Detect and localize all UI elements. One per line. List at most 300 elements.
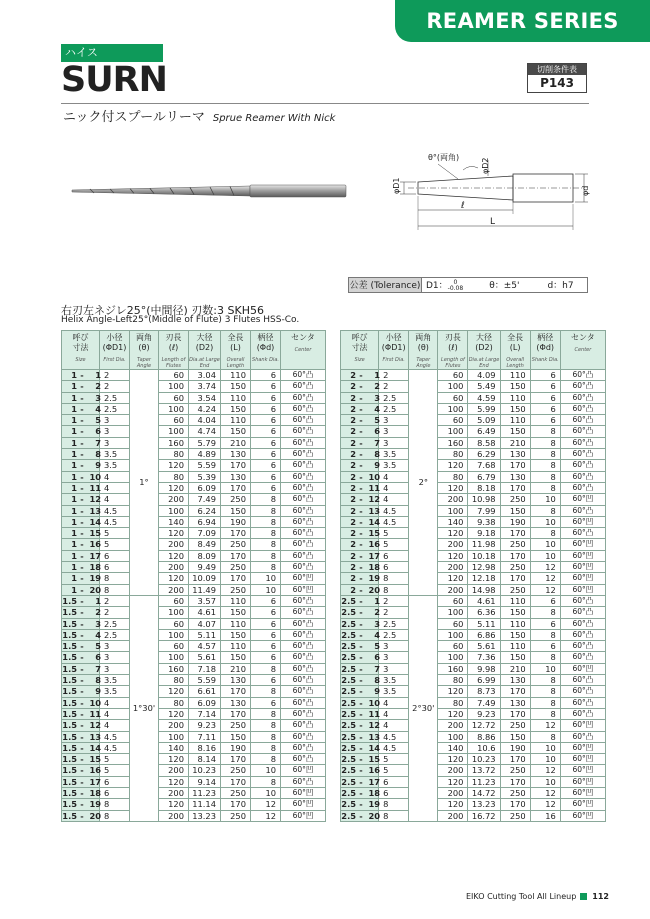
center-cell: 60°凸 [281,437,326,448]
shank-dia-cell: 10 [530,663,560,674]
shank-dia-cell: 8 [530,437,560,448]
overall-length-cell: 130 [500,675,530,686]
overall-length-cell: 150 [500,731,530,742]
size-major: 1.5 [62,754,77,765]
table-row [62,573,326,584]
size-dash: - [359,810,363,821]
flute-length-cell: 200 [159,539,189,550]
first-dia-cell: 4.5 [100,742,130,753]
size-minor: 17 [89,550,101,561]
table-row [62,415,326,426]
shank-dia-cell: 6 [251,460,281,471]
shank-dia-cell: 8 [530,505,560,516]
large-dia-cell: 12.18 [468,573,500,584]
table-row [341,460,606,471]
size-major: 2.5 [341,641,356,652]
size-major: 1.5 [62,742,77,753]
center-cell: 60°凸 [281,449,326,460]
large-dia-cell: 5.99 [468,403,500,414]
column-header-jp: 柄径 (Φd) [256,333,275,352]
overall-length-cell: 170 [500,799,530,810]
overall-length-cell: 170 [500,573,530,584]
flute-length-cell: 80 [159,471,189,482]
size-dash: - [359,607,363,618]
table-row [62,471,326,482]
header-row [62,331,326,370]
size-dash: - [80,584,84,595]
shank-dia-cell: 8 [251,539,281,550]
table-row [341,731,606,742]
flute-length-cell: 80 [159,675,189,686]
size-dash: - [80,799,84,810]
column-header [159,331,189,370]
table-row [341,776,606,787]
shank-dia-cell: 6 [251,482,281,493]
column-header [130,331,159,370]
size-cell [62,708,100,719]
table-row [62,618,326,629]
first-dia-cell: 6 [379,776,409,787]
shank-dia-cell: 6 [251,426,281,437]
table-row [341,652,606,663]
table-row [341,516,606,527]
size-cell [62,799,100,810]
size-major: 2 [350,415,356,426]
size-minor: 15 [89,528,101,539]
size-major: 1.5 [62,629,77,640]
size-major: 2 [350,482,356,493]
flute-length-cell: 160 [159,663,189,674]
tolerance-d1: D1： 0 -0.08 [426,278,464,292]
size-cell [62,765,100,776]
size-major: 2 [350,528,356,539]
shank-dia-cell: 6 [251,471,281,482]
large-dia-cell: 9.38 [468,516,500,527]
table-row [62,460,326,471]
shank-dia-cell: 10 [530,539,560,550]
size-cell [341,618,379,629]
flute-length-cell: 120 [438,573,468,584]
size-dash: - [359,403,363,414]
column-header-en: Length of Flutes [161,357,186,369]
large-dia-cell: 10.18 [468,550,500,561]
first-dia-cell: 3.5 [100,675,130,686]
size-cell [341,776,379,787]
column-header [62,331,100,370]
first-dia-cell: 8 [379,799,409,810]
first-dia-cell: 6 [379,562,409,573]
table-row [62,595,326,606]
column-header-en: Shank Dia. [252,357,279,363]
table-row [62,686,326,697]
table-row [341,471,606,482]
shank-dia-cell: 8 [251,528,281,539]
size-minor: 12 [89,494,101,505]
flute-length-cell: 120 [438,799,468,810]
center-cell: 60°凸 [281,550,326,561]
size-cell [62,460,100,471]
size-major: 1.5 [62,720,77,731]
overall-length-cell: 130 [221,697,251,708]
column-header [468,331,500,370]
first-dia-cell: 2 [379,381,409,392]
size-cell [341,392,379,403]
column-header [100,331,130,370]
center-cell: 60°凹 [560,550,605,561]
column-header [221,331,251,370]
overall-length-cell: 170 [500,754,530,765]
first-dia-cell: 2 [100,607,130,618]
size-minor: 2 [374,381,380,392]
large-dia-cell: 8.49 [189,539,221,550]
flute-length-cell: 100 [438,629,468,640]
size-minor: 1 [374,370,380,380]
size-minor: 4 [95,403,101,414]
size-dash: - [80,776,84,787]
overall-length-cell: 150 [500,505,530,516]
size-cell [341,607,379,618]
table-row [62,562,326,573]
size-minor: 17 [89,776,101,787]
size-dash: - [80,550,84,561]
size-dash: - [80,765,84,776]
large-dia-cell: 5.61 [468,641,500,652]
flute-length-cell: 60 [438,415,468,426]
flute-length-cell: 120 [159,528,189,539]
shank-dia-cell: 8 [251,550,281,561]
flute-length-cell: 100 [159,652,189,663]
column-header-jp: 刃長 (ℓ) [165,333,182,352]
size-minor: 6 [374,652,380,663]
column-header [189,331,221,370]
overall-length-cell: 250 [500,720,530,731]
size-cell [341,799,379,810]
large-dia-cell: 13.72 [468,765,500,776]
size-major: 1 [71,562,77,573]
overall-length-cell: 150 [500,403,530,414]
table-row [341,663,606,674]
size-minor: 5 [95,415,101,426]
size-minor: 4 [95,629,101,640]
size-minor: 3 [95,618,101,629]
size-minor: 9 [374,686,380,697]
shank-dia-cell: 8 [251,742,281,753]
size-major: 2 [350,370,356,380]
overall-length-cell: 150 [221,607,251,618]
overall-length-cell: 250 [221,562,251,573]
overall-length-cell: 170 [221,550,251,561]
size-major: 1 [71,415,77,426]
flute-length-cell: 80 [438,675,468,686]
size-dash: - [80,607,84,618]
size-dash: - [359,573,363,584]
size-minor: 4 [374,403,380,414]
center-cell: 60°凹 [560,663,605,674]
size-dash: - [80,505,84,516]
size-cell [341,708,379,719]
large-dia-cell: 8.73 [468,686,500,697]
size-major: 1.5 [62,731,77,742]
size-major: 2.5 [341,652,356,663]
overall-length-cell: 150 [500,607,530,618]
size-major: 2.5 [341,765,356,776]
center-cell: 60°凸 [560,697,605,708]
size-major: 2.5 [341,663,356,674]
size-minor: 3 [95,392,101,403]
shank-dia-cell: 6 [251,381,281,392]
table-row [341,562,606,573]
center-cell: 60°凸 [281,539,326,550]
size-cell [62,516,100,527]
size-cell [341,754,379,765]
size-dash: - [80,449,84,460]
shank-dia-cell: 6 [530,403,560,414]
first-dia-cell: 8 [100,584,130,595]
size-cell [62,584,100,595]
first-dia-cell: 4.5 [379,731,409,742]
first-dia-cell: 5 [100,539,130,550]
size-major: 1 [71,584,77,595]
shank-dia-cell: 6 [251,449,281,460]
taper-angle-cell: 2° [409,370,438,596]
size-cell [341,562,379,573]
size-dash: - [80,494,84,505]
overall-length-cell: 130 [221,471,251,482]
size-minor: 10 [89,697,101,708]
overall-length-cell: 110 [221,618,251,629]
flute-length-cell: 100 [159,607,189,618]
shank-dia-cell: 8 [530,528,560,539]
flute-length-cell: 120 [438,460,468,471]
size-major: 1.5 [62,686,77,697]
shank-dia-cell: 10 [530,754,560,765]
size-minor: 14 [89,516,101,527]
size-cell [341,584,379,595]
shank-dia-cell: 8 [530,482,560,493]
large-dia-cell: 3.57 [189,595,221,606]
size-dash: - [359,776,363,787]
center-cell: 60°凸 [560,415,605,426]
size-dash: - [359,460,363,471]
large-dia-cell: 3.54 [189,392,221,403]
size-cell [341,449,379,460]
large-dia-cell: 9.14 [189,776,221,787]
size-cell [62,403,100,414]
center-cell: 60°凸 [560,392,605,403]
size-cell [341,641,379,652]
flute-length-cell: 100 [438,403,468,414]
column-header-jp: 呼び 寸法 [351,333,368,352]
overall-length-cell: 170 [221,754,251,765]
size-dash: - [359,641,363,652]
size-dash: - [359,618,363,629]
size-major: 2 [350,403,356,414]
large-dia-cell: 4.61 [189,607,221,618]
center-cell: 60°凸 [560,675,605,686]
size-minor: 13 [89,505,101,516]
column-header-en: Overall Length [506,357,525,369]
table-row [341,799,606,810]
first-dia-cell: 4.5 [379,516,409,527]
product-name-en: Sprue Reamer With Nick [212,113,336,124]
table-row [62,392,326,403]
large-dia-cell: 5.09 [468,415,500,426]
size-dash: - [359,629,363,640]
size-minor: 20 [89,810,101,821]
overall-length-cell: 250 [221,584,251,595]
size-dash: - [80,381,84,392]
center-cell: 60°凸 [281,494,326,505]
flute-length-cell: 200 [438,562,468,573]
size-major: 2 [350,471,356,482]
table-row [62,528,326,539]
center-cell: 60°凸 [560,641,605,652]
overall-length-cell: 170 [221,776,251,787]
flute-length-cell: 60 [159,392,189,403]
flute-length-cell: 100 [159,403,189,414]
flute-length-cell: 80 [438,697,468,708]
size-minor: 4 [374,629,380,640]
size-cell [62,528,100,539]
large-dia-cell: 7.18 [189,663,221,674]
size-major: 1 [71,381,77,392]
first-dia-cell: 4 [100,471,130,482]
center-cell: 60°凸 [281,720,326,731]
size-cell [341,370,379,381]
shank-dia-cell: 6 [530,415,560,426]
size-minor: 5 [374,415,380,426]
size-dash: - [359,550,363,561]
size-dash: - [359,584,363,595]
large-dia-cell: 5.11 [189,629,221,640]
overall-length-cell: 150 [500,426,530,437]
center-cell: 60°凸 [281,370,326,381]
size-dash: - [80,562,84,573]
size-dash: - [359,437,363,448]
overall-length-cell: 170 [500,482,530,493]
size-dash: - [80,471,84,482]
size-minor: 12 [368,494,380,505]
size-cell [62,494,100,505]
shank-dia-cell: 12 [251,810,281,821]
overall-length-cell: 110 [500,415,530,426]
size-minor: 13 [89,731,101,742]
shank-dia-cell: 10 [530,550,560,561]
flute-length-cell: 120 [159,573,189,584]
size-cell [62,437,100,448]
size-cell [341,573,379,584]
center-cell: 60°凸 [281,392,326,403]
first-dia-cell: 4.5 [379,505,409,516]
size-minor: 11 [368,482,380,493]
size-minor: 14 [368,516,380,527]
overall-length-cell: 210 [221,663,251,674]
size-cell [62,392,100,403]
size-major: 1 [71,471,77,482]
column-header-jp: 両角 (θ) [415,333,432,352]
table-row [341,675,606,686]
first-dia-cell: 8 [379,584,409,595]
overall-length-cell: 110 [500,370,530,381]
overall-length-cell: 130 [221,675,251,686]
size-major: 2.5 [341,697,356,708]
size-cell [62,641,100,652]
table-row [62,787,326,798]
overall-length-cell: 150 [500,629,530,640]
large-dia-cell: 7.99 [468,505,500,516]
table-row [341,584,606,595]
size-minor: 19 [368,799,380,810]
size-cell [341,629,379,640]
first-dia-cell: 5 [379,528,409,539]
size-minor: 1 [95,370,101,380]
table-row [341,426,606,437]
column-header-jp: 柄径 (Φd) [536,333,555,352]
large-dia-cell: 6.09 [189,697,221,708]
large-dia-cell: 11.23 [468,776,500,787]
first-dia-cell: 3 [100,641,130,652]
table-row [62,437,326,448]
condition-page: P143 [540,76,574,90]
shank-dia-cell: 12 [530,720,560,731]
center-cell: 60°凹 [281,765,326,776]
column-header-jp: 大径 (D2) [475,333,493,352]
size-major: 2.5 [341,742,356,753]
series-banner: REAMER SERIES [395,0,650,42]
shank-dia-cell: 12 [530,787,560,798]
footer-text: EIKO Cutting Tool All Lineup [466,892,577,901]
size-dash: - [80,595,84,606]
center-cell: 60°凹 [281,573,326,584]
size-minor: 3 [374,392,380,403]
large-dia-cell: 4.07 [189,618,221,629]
large-dia-cell: 7.49 [468,697,500,708]
table-row [62,742,326,753]
flute-length-cell: 120 [159,686,189,697]
center-cell: 60°凸 [281,607,326,618]
first-dia-cell: 4 [379,697,409,708]
size-minor: 5 [374,641,380,652]
shank-dia-cell: 6 [251,595,281,606]
center-cell: 60°凹 [560,516,605,527]
table-row [341,449,606,460]
shank-dia-cell: 6 [251,403,281,414]
size-minor: 8 [374,675,380,686]
first-dia-cell: 3 [100,415,130,426]
shank-dia-cell: 6 [251,697,281,708]
column-header-jp: 大径 (D2) [195,333,214,352]
first-dia-cell: 2 [100,370,130,381]
size-minor: 8 [95,675,101,686]
size-major: 1.5 [62,663,77,674]
shank-dia-cell: 6 [251,607,281,618]
spec-en: Helix Angle-Left25°(Middle of Flute) 3 Flutes HSS-Co. [61,315,300,325]
size-major: 1 [71,494,77,505]
first-dia-cell: 4.5 [100,731,130,742]
size-dash: - [359,686,363,697]
first-dia-cell: 5 [100,765,130,776]
first-dia-cell: 8 [379,573,409,584]
table-row [341,505,606,516]
shank-dia-cell: 8 [251,686,281,697]
size-major: 2 [350,460,356,471]
size-cell [341,731,379,742]
table-row [341,494,606,505]
size-table-left [61,330,326,822]
column-header-en: Size [354,357,365,363]
shank-dia-cell: 16 [530,810,560,821]
flute-length-cell: 160 [159,437,189,448]
